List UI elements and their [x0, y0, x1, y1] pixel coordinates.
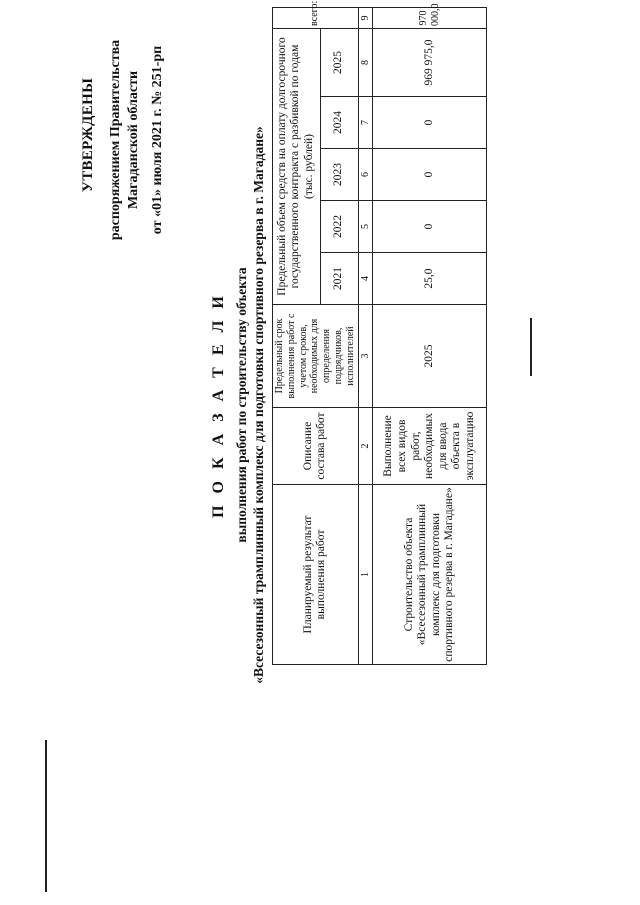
header-result: Планируемый результат выполнения работ: [273, 485, 359, 665]
header-funding: Предельный объем средств на оплату долгосрочного государственного контракта с разбивкой по годам (тыс. рублей): [273, 28, 321, 304]
header-year-2025: 2025: [320, 28, 358, 96]
header-total: всего:: [273, 7, 359, 28]
column-number: 5: [358, 201, 373, 253]
column-number: 2: [358, 408, 373, 485]
column-number: 8: [358, 28, 373, 96]
column-number: 4: [358, 253, 373, 305]
column-number: 9: [358, 7, 373, 28]
row-value-2021: 25,0: [373, 253, 487, 305]
approval-line-1: распоряжением Правительства: [108, 39, 123, 241]
document-subtitle-2: «Всесезонный трамплинный комплекс для подготовки спортивного резерва в г. Магадане»: [251, 126, 266, 684]
row-value-2025: 969 975,0: [373, 28, 487, 96]
header-year-2024: 2024: [320, 97, 358, 149]
row-deadline: 2025: [373, 305, 487, 408]
approval-title: УТВЕРЖДЕНЫ: [80, 77, 96, 193]
column-number: 7: [358, 97, 373, 149]
approval-line-3: от «01» июля 2021 г. № 251-рп: [150, 45, 165, 235]
row-value-2024: 0: [373, 97, 487, 149]
header-year-2021: 2021: [320, 253, 358, 305]
header-year-2022: 2022: [320, 201, 358, 253]
column-number: 1: [358, 485, 373, 665]
column-number: 3: [358, 305, 373, 408]
header-deadline: Предельный срок выполнения работ с учетом сроков, необходимых для определения подрядчиков, исполнителей: [273, 305, 359, 408]
column-number: 6: [358, 149, 373, 201]
table-row: [373, 7, 487, 664]
approval-line-2: Магаданской области: [126, 70, 141, 210]
header-description: Описание состава работ: [273, 408, 359, 485]
row-total: 970 000,0: [373, 7, 487, 28]
scan-line-left: [45, 740, 47, 892]
row-result: Строительство объекта «Всесезонный трамплинный комплекс для подготовки спортивного резерва в г. Магадане»: [373, 485, 487, 665]
scan-line-short: [530, 318, 532, 376]
document-subtitle-1: выполнения работ по строительству объекта: [234, 267, 249, 543]
document-title: П О К А З А Т Е Л И: [210, 292, 227, 518]
header-year-2023: 2023: [320, 149, 358, 201]
row-value-2022: 0: [373, 201, 487, 253]
indicators-table: [272, 0, 487, 665]
row-value-2023: 0: [373, 149, 487, 201]
row-description: Выполнение всех видов работ, необходимых для ввода объекта в эксплуатацию: [373, 408, 487, 485]
